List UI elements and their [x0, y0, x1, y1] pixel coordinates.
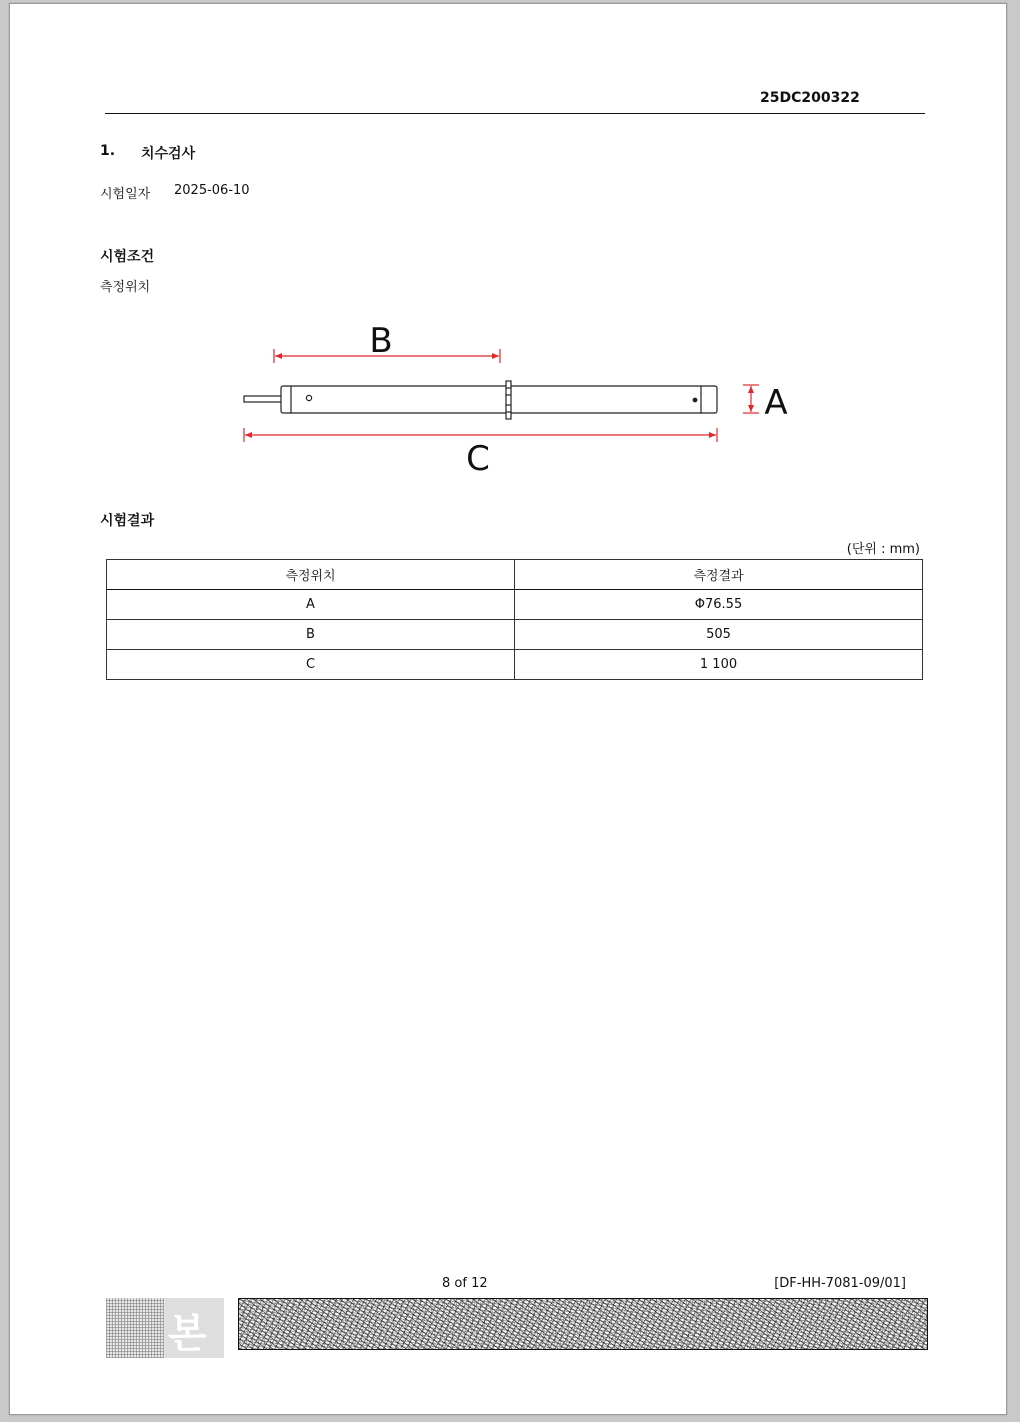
- test-conditions-title: 시험조건: [100, 249, 155, 265]
- document-number: 25DC200322: [760, 90, 860, 106]
- dimension-c: [244, 428, 717, 479]
- cell-result: Φ76.55: [515, 590, 923, 620]
- table-header-row: [107, 560, 923, 590]
- table-row: [107, 590, 923, 620]
- test-date-label: 시험일자: [100, 187, 151, 202]
- logo-grid-pattern: [106, 1298, 164, 1358]
- tube-part: [244, 381, 717, 419]
- document-page: [9, 3, 1007, 1415]
- cell-result: 505: [515, 620, 923, 650]
- security-barcode-strip: [238, 1298, 928, 1350]
- label-c: C: [466, 439, 490, 479]
- cell-position: B: [107, 620, 515, 650]
- column-header-result: 측정결과: [515, 560, 923, 590]
- page-number: 8 of 12: [442, 1276, 488, 1291]
- section-title: 치수검사: [141, 146, 196, 162]
- measurement-position-label: 측정위치: [100, 280, 151, 295]
- test-date-value: 2025-06-10: [174, 183, 250, 198]
- table-row: [107, 620, 923, 650]
- section-number: 1.: [100, 143, 116, 159]
- test-results-title: 시험결과: [100, 513, 155, 529]
- cell-position: C: [107, 650, 515, 680]
- form-number: [DF-HH-7081-09/01]: [774, 1276, 906, 1291]
- results-table: [106, 559, 923, 680]
- unit-label: (단위 : mm): [846, 542, 920, 557]
- cell-position: A: [107, 590, 515, 620]
- table-row: [107, 650, 923, 680]
- label-a: A: [764, 383, 788, 423]
- column-header-position: 측정위치: [107, 560, 515, 590]
- label-b: B: [369, 321, 393, 361]
- cell-result: 1 100: [515, 650, 923, 680]
- dimension-b: [274, 321, 500, 363]
- header-rule: [105, 113, 925, 114]
- measurement-diagram: [235, 312, 795, 482]
- original-stamp-logo: [106, 1298, 224, 1358]
- dimension-a: [743, 383, 788, 423]
- logo-text: 본: [168, 1311, 208, 1357]
